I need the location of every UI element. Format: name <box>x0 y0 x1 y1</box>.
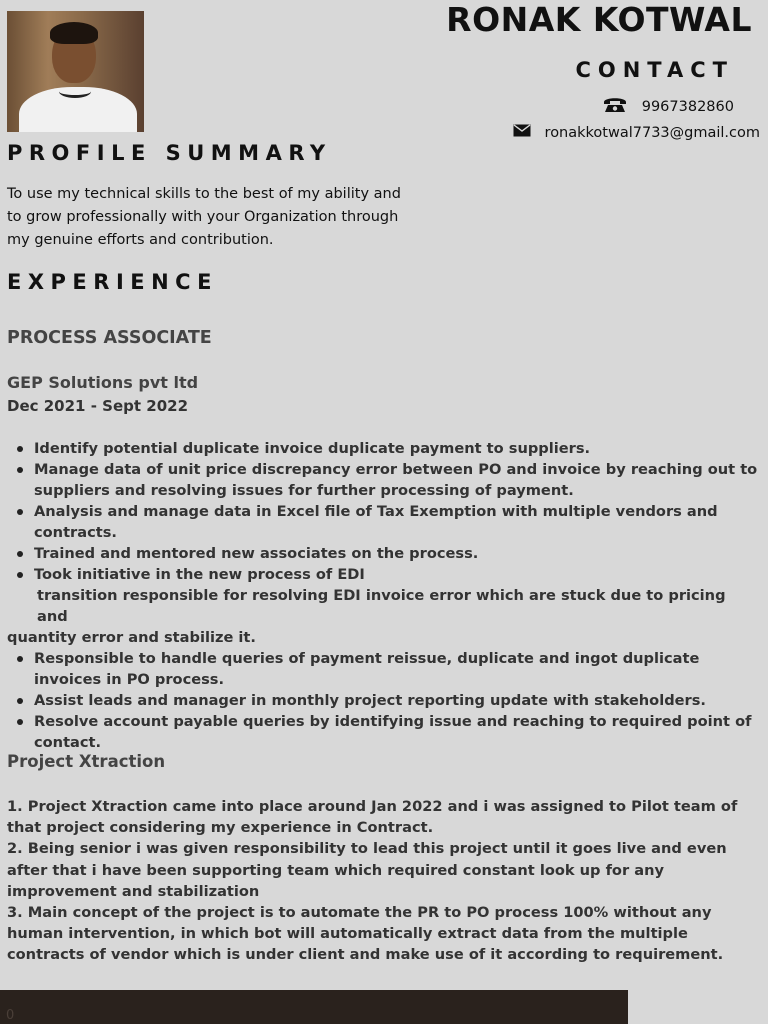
list-item-continuation <box>7 585 759 648</box>
project-point: 2. Being senior i was given responsibility to lead this project until it goes live and even after that i have been supporting team which required constant look up for any improvement and stabilization <box>7 840 727 900</box>
continuation-line: quantity error and stabilize it. <box>7 629 256 646</box>
contact-phone <box>602 96 734 118</box>
continuation-line: transition responsible for resolving EDI invoice error which are stuck due to pricing and <box>37 587 726 625</box>
contact-email <box>513 124 760 141</box>
employment-dates: Dec 2021 - Sept 2022 <box>7 397 189 415</box>
footer-text: 0 <box>6 1008 15 1023</box>
project-title: Project Xtraction <box>7 752 166 771</box>
photo-collar <box>59 85 91 98</box>
list-item: Took initiative in the new process of EDI <box>7 564 759 585</box>
project-point: 1. Project Xtraction came into place around Jan 2022 and i was assigned to Pilot team of that project considering my experience in Contract. <box>7 798 738 837</box>
list-item: Manage data of unit price discrepancy error between PO and invoice by reaching out to suppliers and resolving issues for further processing of payment. <box>7 459 759 501</box>
experience-bullets <box>7 438 759 753</box>
job-title: PROCESS ASSOCIATE <box>7 328 212 348</box>
envelope-icon <box>513 124 531 141</box>
list-item: Trained and mentored new associates on the process. <box>7 543 759 564</box>
experience-heading: EXPERIENCE <box>7 270 218 294</box>
list-item: Assist leads and manager in monthly project reporting update with stakeholders. <box>7 690 759 711</box>
email-address[interactable]: ronakkotwal7733@gmail.com <box>544 124 760 141</box>
phone-number[interactable]: 9967382860 <box>641 99 734 115</box>
list-item: Identify potential duplicate invoice duplicate payment to suppliers. <box>7 438 759 459</box>
company-name: GEP Solutions pvt ltd <box>7 373 199 392</box>
profile-photo <box>7 11 144 132</box>
project-description <box>7 796 759 966</box>
photo-hair <box>50 22 98 44</box>
telephone-icon <box>602 96 628 118</box>
project-point: 3. Main concept of the project is to automate the PR to PO process 100% without any human intervention, in which bot will automatically extract data from the multiple contracts of vendor which is under client and make use of it according to requirement. <box>7 904 724 964</box>
list-item: Responsible to handle queries of payment reissue, duplicate and ingot duplicate invoices in PO process. <box>7 648 759 690</box>
candidate-name: RONAK KOTWAL <box>446 0 752 39</box>
contact-heading: CONTACT <box>575 58 734 82</box>
profile-summary-text: To use my technical skills to the best of my ability and to grow professionally with your Organization through my genuine efforts and contribution. <box>7 186 401 248</box>
profile-summary-heading: PROFILE SUMMARY <box>7 141 332 165</box>
footer-bar <box>0 990 628 1024</box>
list-item: Resolve account payable queries by identifying issue and reaching to required point of contact. <box>7 711 759 753</box>
list-item: Analysis and manage data in Excel file of Tax Exemption with multiple vendors and contracts. <box>7 501 759 543</box>
